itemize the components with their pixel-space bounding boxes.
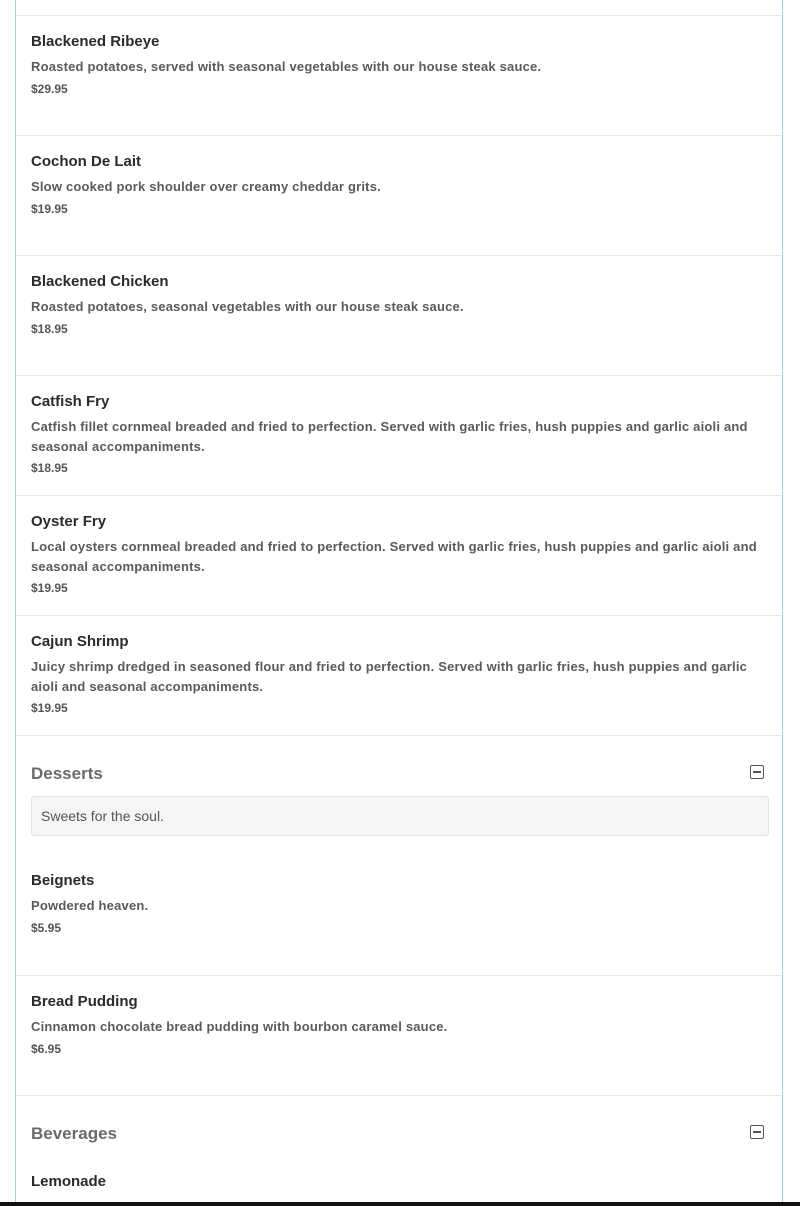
- item-description: Catfish fillet cornmeal breaded and fried to perfection. Served with garlic fries, hush puppies and garlic aioli and seasonal accompaniments.: [31, 419, 748, 454]
- menu-item-catfish-fry: [16, 375, 784, 495]
- item-name: Cochon De Lait: [31, 153, 142, 170]
- item-price: $19.95: [31, 701, 68, 715]
- menu-item-blackened-ribeye: [16, 15, 784, 135]
- item-description: Local oysters cornmeal breaded and fried to perfection. Served with garlic fries, hush puppies and garlic aioli and seasonal accompaniments.: [31, 539, 757, 574]
- item-name: Cajun Shrimp: [31, 633, 129, 650]
- menu-item-lemonade: [16, 1155, 784, 1202]
- item-description: Roasted potatoes, served with seasonal vegetables with our house steak sauce.: [31, 59, 542, 74]
- menu-item-cajun-shrimp: [16, 615, 784, 735]
- menu-item-cochon-de-lait: [16, 135, 784, 255]
- section-title: Beverages: [31, 1124, 118, 1143]
- item-price: $5.95: [31, 921, 62, 935]
- item-price: $19.95: [31, 581, 68, 595]
- item-name: Oyster Fry: [31, 513, 107, 530]
- item-name: Catfish Fry: [31, 393, 110, 410]
- item-name: Bread Pudding: [31, 993, 138, 1010]
- item-description: Roasted potatoes, seasonal vegetables with our house steak sauce.: [31, 299, 464, 314]
- item-price: $19.95: [31, 202, 68, 216]
- item-name: Beignets: [31, 872, 95, 889]
- item-price: $29.95: [31, 82, 68, 96]
- item-price: $18.95: [31, 322, 68, 336]
- menu-item-bread-pudding: [16, 975, 784, 1095]
- beverages-section-header: [16, 1095, 784, 1155]
- item-name: Lemonade: [31, 1173, 107, 1190]
- section-note: Sweets for the soul.: [31, 796, 769, 836]
- minus-square-icon[interactable]: [750, 1125, 764, 1139]
- section-title: Desserts: [31, 764, 103, 783]
- minus-square-icon[interactable]: [750, 765, 764, 779]
- desserts-section-header: [16, 735, 784, 795]
- item-description: Slow cooked pork shoulder over creamy cheddar grits.: [31, 179, 381, 194]
- item-price: $18.95: [31, 461, 68, 475]
- menu-item-blackened-chicken: [16, 255, 784, 375]
- menu-item-beignets: [16, 855, 784, 975]
- menu-item-oyster-fry: [16, 495, 784, 615]
- item-name: Blackened Chicken: [31, 273, 169, 290]
- bottom-edge: [0, 1202, 800, 1206]
- item-description: Powdered heaven.: [31, 898, 149, 913]
- item-description: Juicy shrimp dredged in seasoned flour and fried to perfection. Served with garlic fries, hush puppies and garlic aioli and seasonal accompaniments.: [31, 659, 748, 694]
- item-description: Cinnamon chocolate bread pudding with bourbon caramel sauce.: [31, 1019, 448, 1034]
- item-name: Blackened Ribeye: [31, 33, 160, 50]
- item-price: $6.95: [31, 1042, 62, 1056]
